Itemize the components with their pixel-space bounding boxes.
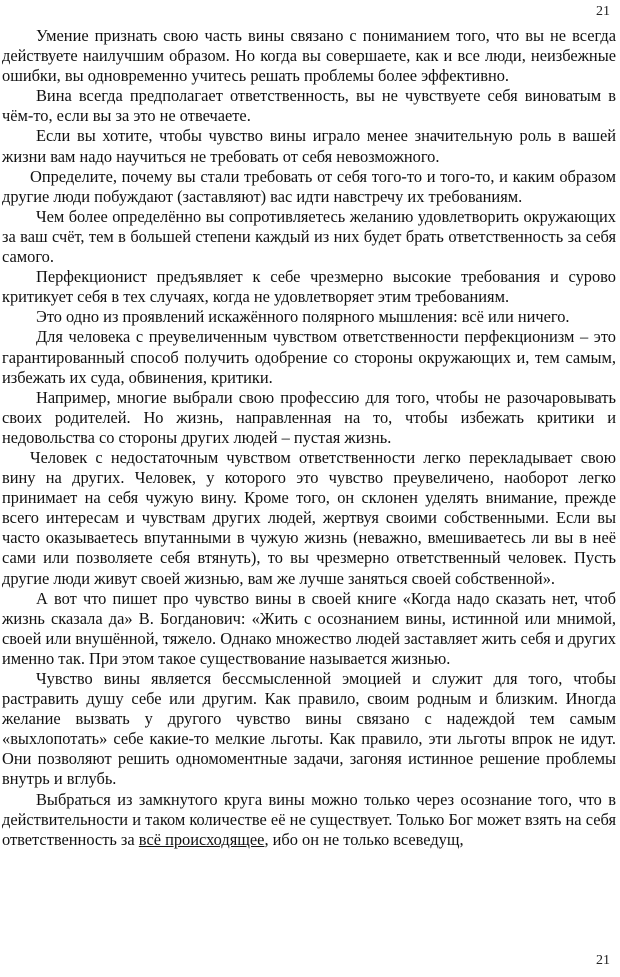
paragraph-last bbox=[2, 790, 616, 850]
paragraph: Если вы хотите, чтобы чувство вины играло менее значительную роль в вашей жизни вам надо научиться не требовать от себя невозможного. bbox=[2, 126, 616, 166]
underlined-link[interactable]: всё происходящее bbox=[138, 829, 265, 849]
paragraph: А вот что пишет про чувство вины в своей книге «Когда надо сказать нет, чтоб жизнь сказала да» В. Богданович: «Жить с осознанием вины, истинной или мнимой, своей или внушённой, тяжело. Однако множество людей заставляет жить себя и других именно так. При этом такое существование называется жизнью. bbox=[2, 588, 616, 668]
paragraph: Для человека с преувеличенным чувством ответственности перфекционизм – это гарантированный способ получить одобрение со стороны окружающих и, тем самым, избежать их суда, обвинения, критики. bbox=[2, 327, 616, 387]
paragraph: Вина всегда предполагает ответственность, вы не чувствуете себя виноватым в чём-то, если вы за это не отвечаете. bbox=[2, 86, 616, 126]
paragraph: Чувство вины является бессмысленной эмоцией и служит для того, чтобы растравить душу себе или другим. Как правило, своим родным и близким. Иногда желание вызвать у другого чувство вины связано с надеждой тем самым «выхлопотать» себе какие-то мелкие льготы. Как правило, эти льготы впрок не идут. Они позволяют решить одномоментные задачи, загоняя истинное решение проблемы внутрь и вглубь. bbox=[2, 669, 616, 789]
paragraph: Чем более определённо вы сопротивляетесь желанию удовлетворить окружающих за ваш счёт, тем в большей степени каждый из них будет брать ответственность за себя самого. bbox=[2, 206, 616, 267]
body-text bbox=[2, 26, 616, 850]
page-number-bottom: 21 bbox=[596, 953, 610, 968]
paragraph: Умение признать свою часть вины связано с пониманием того, что вы не всегда действуете наилучшим образом. Но когда вы совершаете, как и все люди, неизбежные ошибки, вы одновременно учитесь решать проблемы более эффективно. bbox=[2, 26, 616, 86]
paragraph: Это одно из проявлений искажённого полярного мышления: всё или ничего. bbox=[36, 307, 570, 327]
paragraph-text: , ибо он не только всеведущ, bbox=[264, 829, 464, 849]
paragraph: Человек с недостаточным чувством ответственности легко перекладывает свою вину на других. Человек, у которого это чувство преувеличено, наоборот легко принимает на себя чужую вину. Кроме того, он склонен уделять внимание, прежде всего интересам и чувствам других людей, жертвуя своими собственными. Если вы часто оказываетесь впутанными в чужую жизнь (неважно, вмешиваетесь ли вы в неё сами или позволяете себя втянуть), то вы чрезмерно ответственный человек. Пусть другие люди живут своей жизнью, вам же лучше заняться своей собственной». bbox=[2, 447, 616, 588]
paragraph-text: Выбраться из замкнутого круга вины можно только через осознание того, что в действительности и таком количестве её не существует. Только Бог может взять на себя ответственность за bbox=[2, 789, 616, 849]
page-number-top: 21 bbox=[596, 4, 610, 19]
paragraph: Определите, почему вы стали требовать от себя того-то и того-то, и каким образом другие люди побуждают (заставляют) вас идти навстречу их требованиям. bbox=[2, 166, 616, 206]
paragraph: Например, многие выбрали свою профессию для того, чтобы не разочаровывать своих родителей. Но жизнь, направленная на то, чтобы избежать критики и недовольства со стороны других людей – пустая жизнь. bbox=[2, 387, 616, 447]
paragraph: Перфекционист предъявляет к себе чрезмерно высокие требования и сурово критикует себя в тех случаях, когда не удовлетворяет этим требованиям. bbox=[2, 267, 616, 307]
